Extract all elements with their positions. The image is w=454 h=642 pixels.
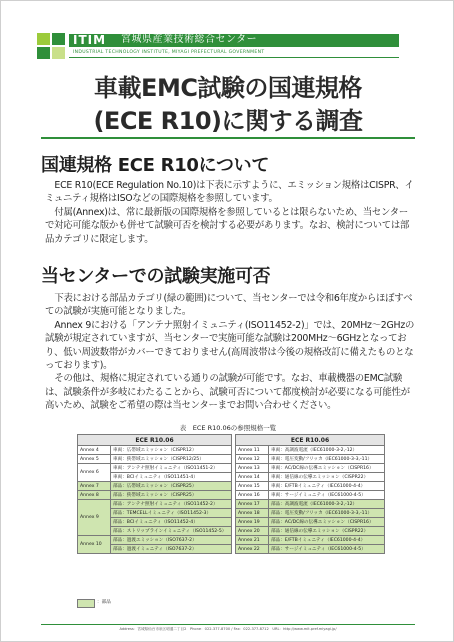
annex-cell: Annex 19 [236,518,269,527]
logo-mark-icon [37,33,67,61]
annex-cell: Annex 6 [78,464,111,482]
table-header-left: ECE R10.06 [78,435,232,446]
annex-cell: Annex 13 [236,464,269,473]
table-row [236,500,385,509]
annex-cell: Annex 17 [236,500,269,509]
logo-text: ITIM [73,33,107,47]
standard-cell: 車両：電圧変動/フリッカ（IEC61000-3-3,-11） [269,455,385,464]
legend-label: ：部品 [97,600,111,605]
title-divider [41,137,415,139]
standard-cell: 部品：過渡エミッション（ISO7637-2） [111,536,232,545]
table-caption: 表 ECE R10.06の参照規格一覧 [179,424,277,432]
standard-cell: 部品：E/FTBイミュニティ（IEC61000-4-4） [269,536,385,545]
table-row [236,464,385,473]
standard-cell: 車両：アンテナ照射イミュニティ（ISO11451-2） [111,464,232,473]
table-row [236,509,385,518]
standard-cell: 部品：BCIイミュニティ（ISO11452-4） [111,518,232,527]
annex-cell: Annex 18 [236,509,269,518]
standard-cell: 車両：サージイミュニティ（IEC61000-4-5） [269,491,385,500]
annex-cell: Annex 9 [78,500,111,536]
standard-cell: 車両：狭帯域エミッション（CISPR12/25） [111,455,232,464]
annex-cell: Annex 7 [78,482,111,491]
section1-paragraph-1: ECE R10(ECE Regulation No.10)は下表に示すように、エミッション規格はCISPR、イミュニティ規格はISOなどの国際規格を参照しています。 [45,180,414,205]
annex-cell: Annex 16 [236,491,269,500]
annex-cell: Annex 22 [236,545,269,554]
table-row [78,446,232,455]
standard-cell: 部品：過渡イミュニティ（ISO7637-2） [111,545,232,554]
standard-cell: 部品：広帯域エミッション（CISPR25） [111,482,232,491]
footer-text: Address：宮城県仙台市泉区明通二丁目2 Phone：022-377-8700 / Fax：022-377-8712 URL：http://www.mit.pref.miyagi.jp/ [119,627,337,631]
section2-heading: 当センターでの試験実施可否 [41,266,271,287]
annex-cell: Annex 10 [78,536,111,554]
annex-table-right [235,434,385,554]
table-row [236,536,385,545]
section1-heading: 国連規格 ECE R10について [41,155,270,176]
standard-cell: 部品：サージイミュニティ（IEC61000-4-5） [269,545,385,554]
table-row [236,545,385,554]
standard-cell: 部品：TEMCELLイミュニティ（ISO11452-3） [111,509,232,518]
table-row [236,482,385,491]
section1-paragraph-2: 付属(Annex)は、常に最新版の国際規格を参照しているとは限らないため、当センターで対応可能な版かも併せて試験可否を検討する必要があります。なお、検討については部品カテゴリに限定します。 [45,206,410,245]
table-row [236,491,385,500]
section1-body [45,179,417,246]
standard-cell: 車両：高調波電流（IEC61000-3-2,-12） [269,446,385,455]
table-row [236,455,385,464]
table-row [78,482,232,491]
standard-cell: 部品：狭帯域エミッション（CISPR25） [111,491,232,500]
footer-divider [41,624,415,625]
annex-cell: Annex 5 [78,455,111,464]
table-header-right: ECE R10.06 [236,435,385,446]
annex-cell: Annex 12 [236,455,269,464]
annex-cell: Annex 14 [236,473,269,482]
standard-cell: 車両：BCIイミュニティ（ISO11451-4） [111,473,232,482]
table-row [78,500,232,509]
table-row [236,473,385,482]
section2-paragraph-3: その他は、規格に規定されている通りの試験が可能です。なお、車載機器のEMC試験は、試験条件が多岐にわたることから、試験可否について都度検討が必要になる可能性が高いため、試験をご希望の際は当センターまでお問い合わせください。 [45,373,410,412]
standard-cell: 部品：高調波電流（IEC61000-3-2,-12） [269,500,385,509]
standard-cell: 車両：AC/DC線の伝導エミッション（CISPR16） [269,464,385,473]
table-row [236,518,385,527]
standard-cell: 部品：アンテナ照射イミュニティ（ISO11452-2） [111,500,232,509]
standard-cell: 部品：AC/DC線の伝導エミッション（CISPR16） [269,518,385,527]
org-name-en: INDUSTRIAL TECHNOLOGY INSTITUTE, MIYAGI PREFECTURAL GOVERNMENT [73,50,265,55]
legend-swatch [77,599,95,608]
table-row [236,446,385,455]
annex-cell: Annex 8 [78,491,111,500]
page-title-line1: 車載EMC試験の国連規格 [94,74,362,102]
annex-cell: Annex 11 [236,446,269,455]
table-row [78,536,232,545]
annex-cell: Annex 15 [236,482,269,491]
standard-cell: 車両：広帯域エミッション（CISPR12） [111,446,232,455]
standard-cell: 部品：ストリップラインイミュニティ（ISO11452-5） [111,527,232,536]
standard-cell: 車両：通信線の伝導エミッション（CISPR22） [269,473,385,482]
org-name-jp: 宮城県産業技術総合センター [121,34,258,45]
standard-cell: 部品：通信線の伝導エミッション（CISPR22） [269,527,385,536]
section2-body [45,292,417,413]
page-title-line2: (ECE R10)に関する調査 [93,107,363,135]
standard-cell: 車両：E/FTBイミュニティ（IEC61000-4-4） [269,482,385,491]
section2-paragraph-2: Annex 9における「アンテナ照射イミュニティ(ISO11452-2)」では、20MHz～2GHzの試験が規定されていますが、当センターで実施可能な試験は200MHz～6GHzとなっており、低い周波数帯がカバーできておりません(高周波帯は今後の規格改訂に備えたものとなっております)。 [45,319,415,372]
table-row [78,491,232,500]
table-row [78,464,232,473]
annex-cell: Annex 4 [78,446,111,455]
table-row [236,527,385,536]
annex-cell: Annex 20 [236,527,269,536]
annex-cell: Annex 21 [236,536,269,545]
standard-cell: 部品：電圧変動/フリッカ（IEC61000-3-3,-11） [269,509,385,518]
section2-paragraph-1: 下表における部品カテゴリ(緑の範囲)について、当センターでは令和6年度からほぼすべての試験が実施可能となりました。 [45,293,413,318]
table-row [78,455,232,464]
header-divider [69,57,399,58]
annex-table-left [77,434,232,554]
